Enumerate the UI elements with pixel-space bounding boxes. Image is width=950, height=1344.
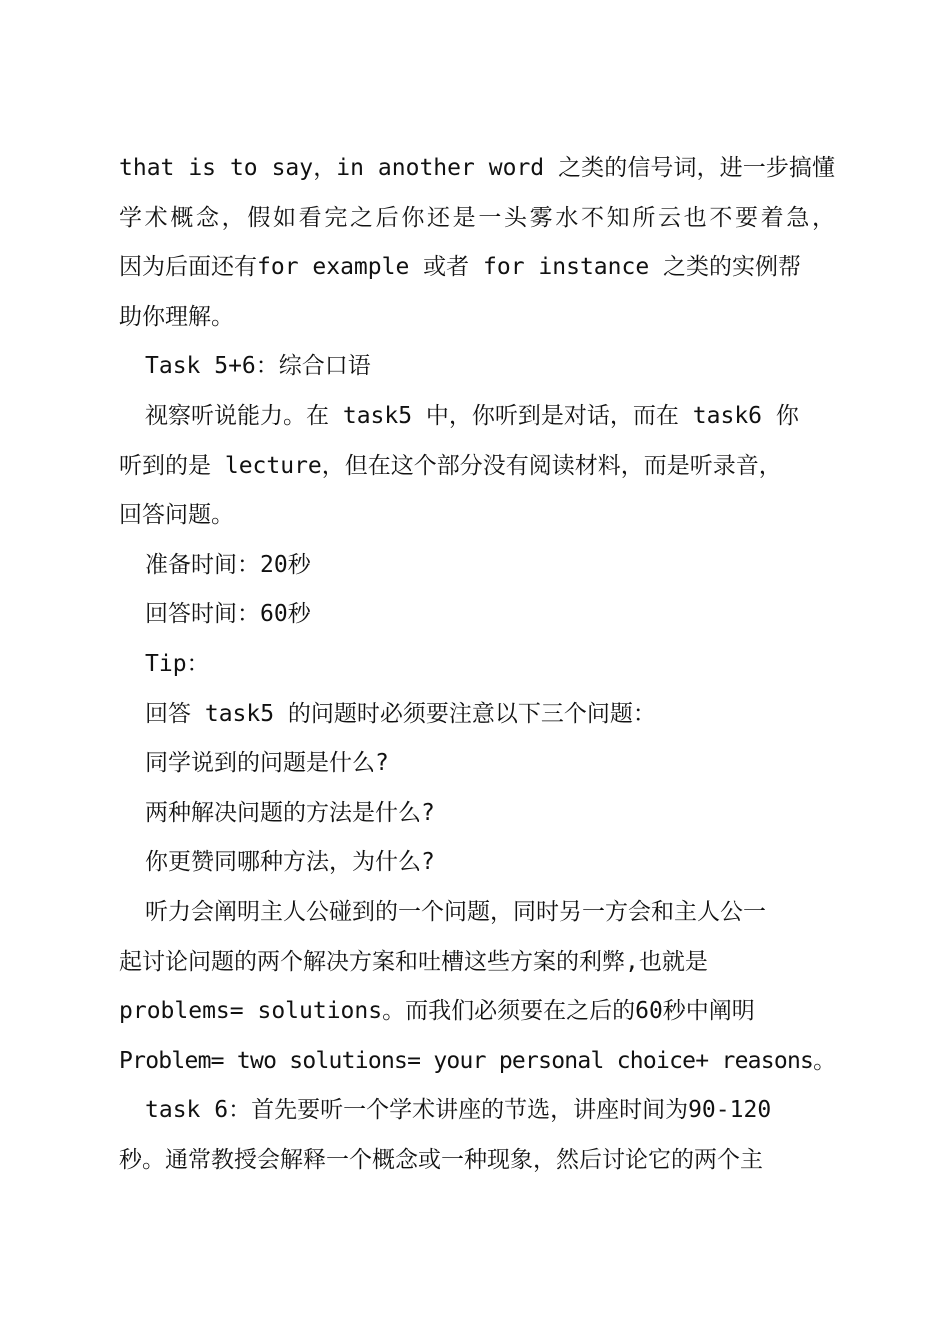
paragraph-line: 视察听说能力。在 task5 中，你听到是对话，而在 task6 你 — [145, 402, 799, 429]
paragraph-line: 因为后面还有for example 或者 for instance 之类的实例帮 — [119, 254, 802, 281]
question-item: 你更赞同哪种方法，为什么? — [145, 849, 435, 876]
paragraph-line: 学术概念，假如看完之后你还是一头雾水不知所云也不要着急， — [119, 204, 835, 231]
paragraph-line: problems= solutions。而我们必须要在之后的60秒中阐明 — [119, 998, 755, 1025]
paragraph-line: task 6：首先要听一个学术讲座的节选，讲座时间为90-120 — [145, 1097, 772, 1124]
paragraph-line: Problem= two solutions= your personal choice+ reasons。 — [119, 1047, 836, 1074]
paragraph-line: 起讨论问题的两个解决方案和吐槽这些方案的利弊,也就是 — [119, 948, 708, 975]
section-heading: Task 5+6：综合口语 — [145, 353, 371, 380]
answer-time-line: 回答时间：60秒 — [145, 601, 311, 628]
paragraph-line: that is to say，in another word 之类的信号词，进一步搞懂 — [119, 155, 835, 181]
paragraph-line: 秒。通常教授会解释一个概念或一种现象，然后讨论它的两个主 — [119, 1146, 763, 1173]
question-item: 同学说到的问题是什么? — [145, 750, 389, 777]
paragraph-line: 听力会阐明主人公碰到的一个问题，同时另一方会和主人公一 — [145, 898, 766, 925]
paragraph-line: 听到的是 lecture，但在这个部分没有阅读材料，而是听录音， — [119, 452, 782, 479]
question-item: 两种解决问题的方法是什么? — [145, 799, 435, 826]
document-page — [119, 148, 835, 1189]
paragraph-line: 回答问题。 — [119, 502, 234, 529]
paragraph-line: 助你理解。 — [119, 303, 234, 330]
prep-time-line: 准备时间：20秒 — [145, 551, 311, 578]
tip-label: Tip： — [145, 650, 210, 677]
paragraph-line: 回答 task5 的问题时必须要注意以下三个问题： — [145, 700, 656, 727]
